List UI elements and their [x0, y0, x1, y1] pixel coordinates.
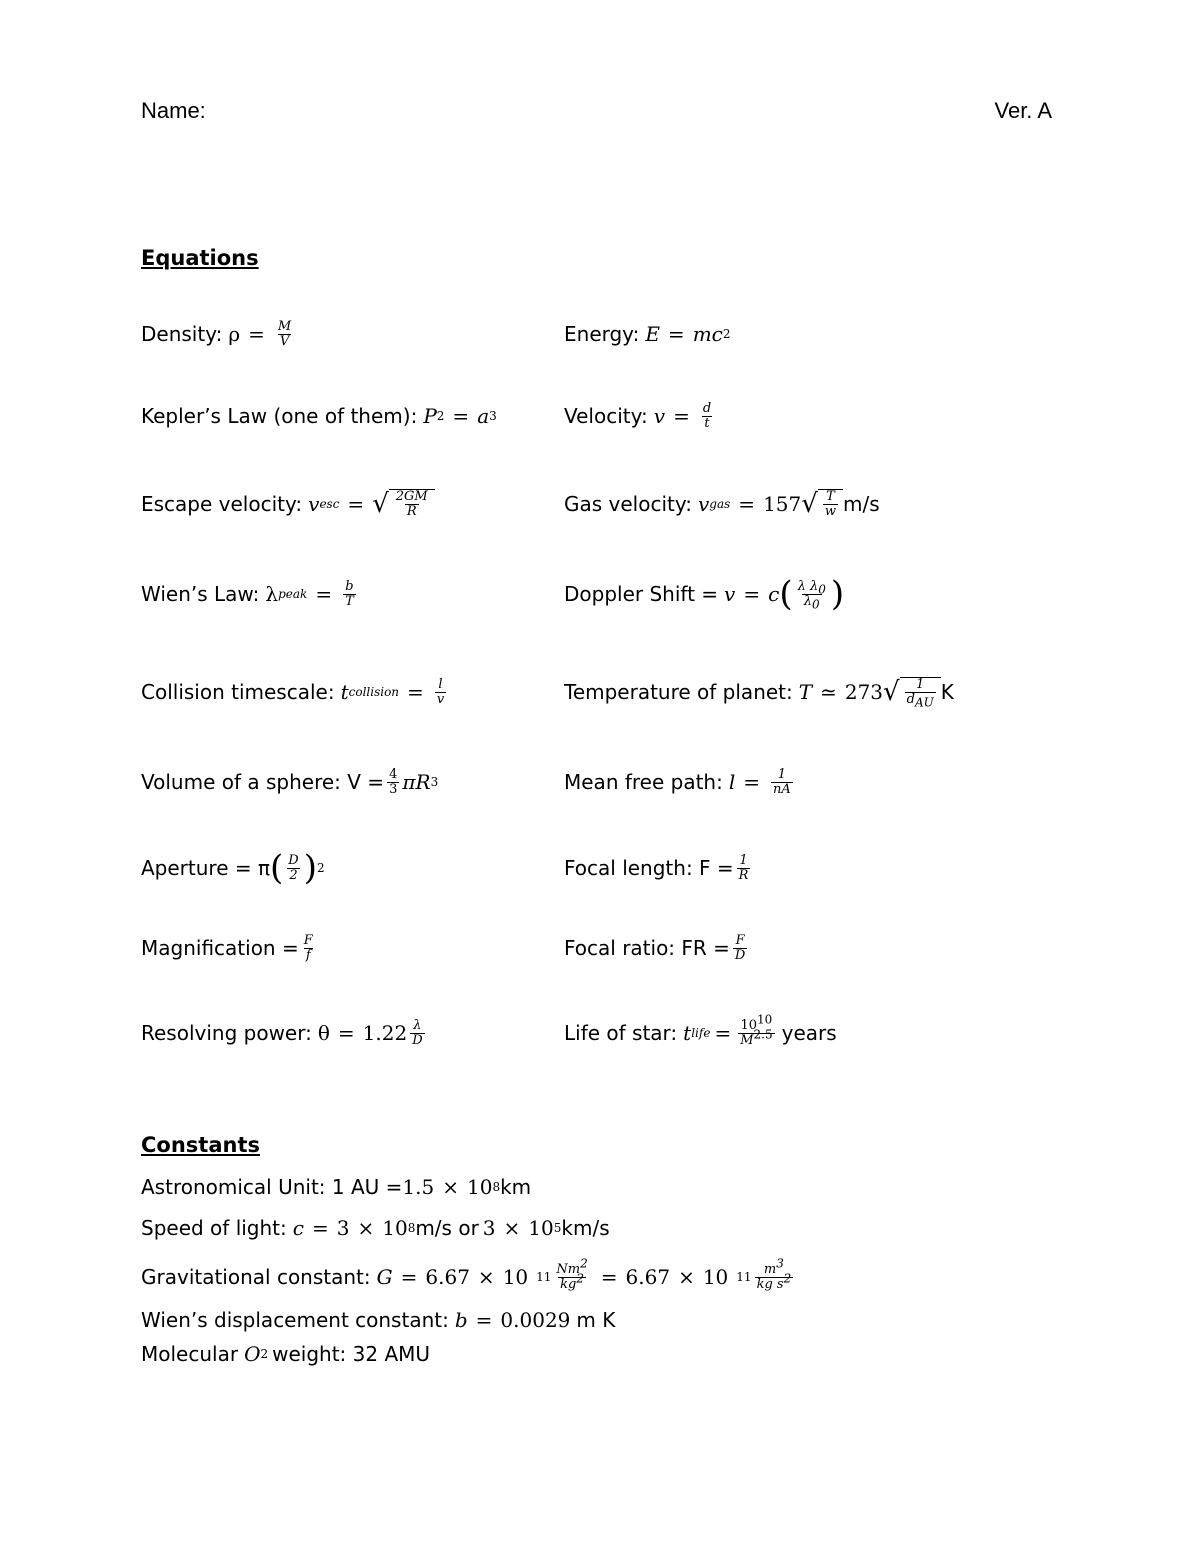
star-life-equation: Life of star: t life = $\frac{10^{10}}{M^{2.5}}$ years: [564, 1012, 837, 1048]
focal-length-equation: Focal length: F = $\frac{1}{R}$: [564, 852, 749, 883]
magnification-equation: Magnification = $\frac{F}{f}$: [141, 932, 313, 963]
escape-velocity-equation: Escape velocity: v esc = √ $\frac{2GM}{R}$: [141, 484, 435, 524]
doppler-shift-equation: Doppler Shift = v = c ( $\frac{\lambda \lambda_0}{\lambda_0}$ ): [564, 574, 845, 614]
kepler-equation: Kepler’s Law (one of them): P 2 = a 3: [141, 404, 497, 428]
gas-velocity-equation: Gas velocity: v gas = 157 √ $\frac{T}{w}$ m/s: [564, 489, 880, 519]
sphere-volume-equation: Volume of a sphere: V = $\frac{4}{3}$ πR 3: [141, 766, 439, 797]
energy-equation: Energy: E = mc 2: [564, 322, 731, 346]
constants-title: Constants: [141, 1133, 260, 1157]
focal-ratio-equation: Focal ratio: FR = $\frac{F}{D}$: [564, 932, 746, 963]
planet-temperature-equation: Temperature of planet: T ≃ 273 √ $\frac{1}{d_{AU}}$ K: [564, 677, 954, 710]
astronomical-unit-constant: Astronomical Unit: 1 AU = 1.5 × 10 8 km: [141, 1175, 532, 1199]
wien-displacement-constant: Wien’s displacement constant: b = 0.0029 m K: [141, 1308, 616, 1332]
speed-of-light-constant: Speed of light: c = 3 × 10 8 m/s or 3 × 10 5 km/s: [141, 1216, 610, 1240]
density-fraction: $\frac{M}{V}$: [277, 318, 292, 349]
gravitational-constant: Gravitational constant: G = 6.67 × 10 11 $\frac{Nm^2}{kg^2}$ = 6.67 × 10 11 $\frac{m^3}{kg s^2}$: [141, 1256, 792, 1292]
version-label: Ver. A: [994, 98, 1052, 123]
velocity-equation: Velocity: v = $\frac{d}{t}$: [564, 400, 712, 431]
equations-title: Equations: [141, 246, 259, 270]
velocity-fraction: $\frac{d}{t}$: [702, 400, 712, 431]
aperture-equation: Aperture = π ( $\frac{D}{2}$ ) 2: [141, 848, 325, 888]
molecular-o2-weight: Molecular O 2 weight: 32 AMU: [141, 1342, 431, 1366]
sqrt-symbol: √ $\frac{1}{d_{AU}}$: [883, 677, 941, 707]
name-label: Name:: [141, 98, 206, 123]
resolving-power-equation: Resolving power: θ = 1.22 $\frac{\lambda}{D}$: [141, 1017, 423, 1048]
collision-timescale-equation: Collision timescale: t collision = $\frac{l}{v}$: [141, 676, 445, 707]
sqrt-symbol: √ $\frac{T}{w}$: [801, 489, 843, 519]
mean-free-path-equation: Mean free path: l = $\frac{1}{nA}$: [564, 766, 791, 797]
wien-law-equation: Wien’s Law: λ peak = $\frac{b}{T}$: [141, 578, 354, 609]
density-equation: Density: ρ = $\frac{M}{V}$: [141, 318, 292, 349]
sqrt-symbol: √ $\frac{2GM}{R}$: [372, 489, 435, 519]
